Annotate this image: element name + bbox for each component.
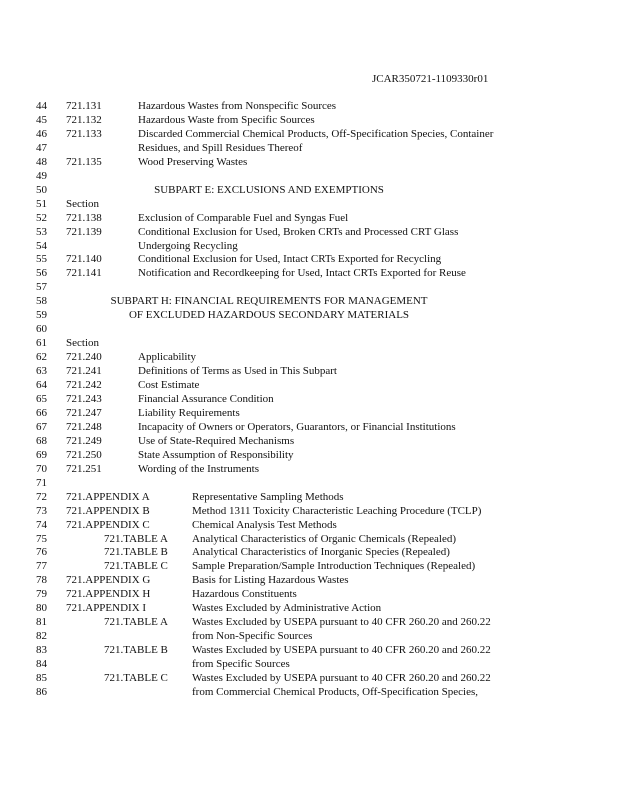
document-line — [0, 559, 618, 573]
document-line — [0, 587, 618, 601]
line-number: 80 — [36, 602, 47, 615]
table-code: 721.TABLE B — [104, 546, 168, 559]
document-line — [0, 183, 618, 197]
document-id: JCAR350721-1109330r01 — [372, 73, 489, 85]
section-code: 721.131 — [66, 100, 102, 112]
line-number: 68 — [36, 434, 47, 447]
line-number: 75 — [36, 532, 47, 545]
line-number: 54 — [36, 239, 47, 252]
section-title: Hazardous Wastes from Nonspecific Sources — [138, 100, 337, 112]
section-title-continued: Undergoing Recycling — [138, 239, 238, 252]
section-label: Section — [66, 197, 99, 210]
line-number: 51 — [36, 197, 47, 210]
section-code: 721.139 — [66, 225, 102, 238]
document-line — [0, 280, 618, 294]
line-number: 79 — [36, 588, 47, 601]
document-line — [0, 671, 618, 685]
section-title: Incapacity of Owners or Operators, Guarantors, or Financial Institutions — [138, 420, 456, 433]
line-number: 66 — [36, 406, 47, 419]
section-title-continued: Residues, and Spill Residues Thereof — [138, 141, 303, 154]
appendix-title: Basis for Listing Hazardous Wastes — [192, 574, 349, 587]
line-number: 53 — [36, 225, 47, 238]
line-number: 63 — [36, 365, 47, 378]
appendix-title: Method 1311 Toxicity Characteristic Leaching Procedure (TCLP) — [192, 504, 482, 517]
section-code: 721.248 — [66, 420, 102, 433]
section-code: 721.132 — [66, 114, 102, 126]
section-title: Notification and Recordkeeping for Used, Intact CRTs Exported for Reuse — [138, 267, 466, 280]
line-number: 85 — [36, 671, 47, 684]
section-code: 721.250 — [66, 448, 102, 461]
line-number: 45 — [36, 114, 47, 126]
appendix-code: 721.APPENDIX B — [66, 504, 150, 517]
document-line — [0, 211, 618, 225]
appendix-code: 721.APPENDIX H — [66, 588, 151, 601]
document-line — [0, 615, 618, 629]
section-title: Use of State-Required Mechanisms — [138, 434, 295, 447]
line-number: 59 — [36, 309, 47, 322]
line-number: 61 — [36, 337, 47, 350]
section-title: Cost Estimate — [138, 379, 200, 391]
section-code: 721.138 — [66, 211, 102, 224]
section-title: Hazardous Waste from Specific Sources — [138, 114, 315, 126]
document-line — [0, 141, 618, 155]
document-line — [0, 155, 618, 169]
section-code: 721.240 — [66, 351, 102, 364]
appendix-title: Hazardous Constituents — [192, 588, 297, 601]
section-title: Discarded Commercial Chemical Products, Off-Specification Species, Container — [138, 127, 494, 140]
line-number: 81 — [36, 616, 47, 629]
document-line — [0, 504, 618, 518]
line-number: 70 — [36, 462, 47, 475]
document-line — [0, 392, 618, 406]
section-title: Conditional Exclusion for Used, Intact CRTs Exported for Recycling — [138, 253, 442, 266]
appendix-code: 721.APPENDIX I — [66, 602, 147, 615]
document-line — [0, 490, 618, 504]
table-title: Sample Preparation/Sample Introduction Techniques (Repealed) — [192, 560, 476, 573]
document-line — [0, 448, 618, 462]
table-code: 721.TABLE A — [104, 532, 168, 545]
appendix-title-continued: from Specific Sources — [192, 658, 290, 670]
subpart-heading: OF EXCLUDED HAZARDOUS SECONDARY MATERIALS — [128, 309, 410, 322]
appendix-title: Representative Sampling Methods — [192, 490, 344, 503]
document-line — [0, 406, 618, 420]
line-number: 73 — [36, 504, 47, 517]
line-number: 77 — [36, 560, 47, 573]
line-number: 49 — [36, 169, 47, 182]
document-line — [0, 378, 618, 392]
line-number: 84 — [36, 658, 47, 670]
section-code: 721.141 — [66, 267, 102, 280]
document-line — [0, 434, 618, 448]
section-title: Wood Preserving Wastes — [138, 155, 248, 168]
section-title: Definitions of Terms as Used in This Subpart — [138, 365, 337, 378]
line-number: 44 — [36, 100, 47, 112]
section-title: Wording of the Instruments — [138, 462, 260, 475]
line-number: 83 — [36, 644, 47, 656]
section-title: Liability Requirements — [138, 406, 240, 419]
document-line — [0, 252, 618, 266]
appendix-code: 721.APPENDIX G — [66, 574, 151, 587]
document-line — [0, 685, 618, 699]
line-number: 72 — [36, 490, 47, 503]
line-number: 86 — [36, 685, 47, 698]
document-line — [0, 657, 618, 671]
appendix-title-continued: from Commercial Chemical Products, Off-Specification Species, — [192, 685, 479, 698]
table-title: Wastes Excluded by USEPA pursuant to 40 CFR 260.20 and 260.22 — [192, 644, 491, 656]
document-line — [0, 545, 618, 559]
document-line — [0, 350, 618, 364]
appendix-title: Wastes Excluded by Administrative Action — [192, 602, 382, 615]
section-code: 721.133 — [66, 127, 102, 140]
line-number: 69 — [36, 448, 47, 461]
section-code: 721.140 — [66, 253, 102, 266]
line-number: 50 — [36, 183, 47, 196]
line-number: 76 — [36, 546, 47, 559]
document-line — [0, 476, 618, 490]
document-line — [0, 573, 618, 587]
section-code: 721.242 — [66, 379, 102, 391]
line-number: 52 — [36, 211, 47, 224]
line-number: 48 — [36, 155, 47, 168]
document-line — [0, 364, 618, 378]
table-title: Wastes Excluded by USEPA pursuant to 40 CFR 260.20 and 260.22 — [192, 616, 491, 629]
document-line — [0, 266, 618, 280]
document-line — [0, 420, 618, 434]
subpart-heading: SUBPART E: EXCLUSIONS AND EXEMPTIONS — [154, 183, 384, 196]
section-code: 721.135 — [66, 155, 102, 168]
document-line — [0, 239, 618, 253]
line-number: 82 — [36, 630, 47, 643]
section-title: Applicability — [138, 351, 197, 364]
document-line — [0, 294, 618, 308]
table-code: 721.TABLE A — [104, 616, 168, 629]
table-title: Wastes Excluded by USEPA pursuant to 40 CFR 260.20 and 260.22 — [192, 671, 491, 684]
section-title: State Assumption of Responsibility — [138, 448, 294, 461]
line-number: 47 — [36, 141, 47, 154]
line-number: 74 — [36, 518, 47, 531]
line-number: 57 — [36, 281, 47, 294]
line-number: 58 — [36, 295, 47, 308]
line-number: 60 — [36, 323, 47, 336]
appendix-title-continued: from Non-Specific Sources — [192, 630, 313, 643]
line-number: 56 — [36, 267, 47, 280]
document-line — [0, 99, 618, 113]
table-code: 721.TABLE C — [104, 671, 168, 684]
section-title: Financial Assurance Condition — [138, 392, 274, 405]
document-line — [0, 127, 618, 141]
document-line — [0, 197, 618, 211]
section-label: Section — [66, 337, 99, 350]
section-code: 721.241 — [66, 365, 102, 378]
section-code: 721.243 — [66, 392, 102, 405]
document-line — [0, 643, 618, 657]
document-line — [0, 113, 618, 127]
document-line — [0, 518, 618, 532]
subpart-heading: SUBPART H: FINANCIAL REQUIREMENTS FOR MANAGEMENT — [110, 295, 428, 308]
document-line — [0, 322, 618, 336]
section-code: 721.247 — [66, 406, 102, 419]
document-line — [0, 225, 618, 239]
table-title: Analytical Characteristics of Organic Chemicals (Repealed) — [192, 532, 456, 545]
section-title: Exclusion of Comparable Fuel and Syngas Fuel — [138, 211, 349, 224]
line-number: 64 — [36, 379, 47, 391]
appendix-title: Chemical Analysis Test Methods — [192, 518, 337, 531]
line-number: 67 — [36, 420, 47, 433]
line-number: 78 — [36, 574, 47, 587]
line-number: 71 — [36, 476, 47, 489]
document-line — [0, 601, 618, 615]
document-line — [0, 336, 618, 350]
line-number: 46 — [36, 127, 47, 140]
section-title: Conditional Exclusion for Used, Broken CRTs and Processed CRT Glass — [138, 225, 459, 238]
document-line — [0, 629, 618, 643]
line-number: 55 — [36, 253, 47, 266]
line-number: 65 — [36, 392, 47, 405]
line-number: 62 — [36, 351, 47, 364]
document-line — [0, 462, 618, 476]
table-code: 721.TABLE C — [104, 560, 168, 573]
table-title: Analytical Characteristics of Inorganic Species (Repealed) — [192, 546, 450, 559]
document-line — [0, 308, 618, 322]
appendix-code: 721.APPENDIX C — [66, 518, 150, 531]
appendix-code: 721.APPENDIX A — [66, 490, 150, 503]
section-code: 721.249 — [66, 434, 102, 447]
document-line — [0, 169, 618, 183]
table-code: 721.TABLE B — [104, 644, 168, 656]
document-line — [0, 532, 618, 546]
section-code: 721.251 — [66, 462, 102, 475]
